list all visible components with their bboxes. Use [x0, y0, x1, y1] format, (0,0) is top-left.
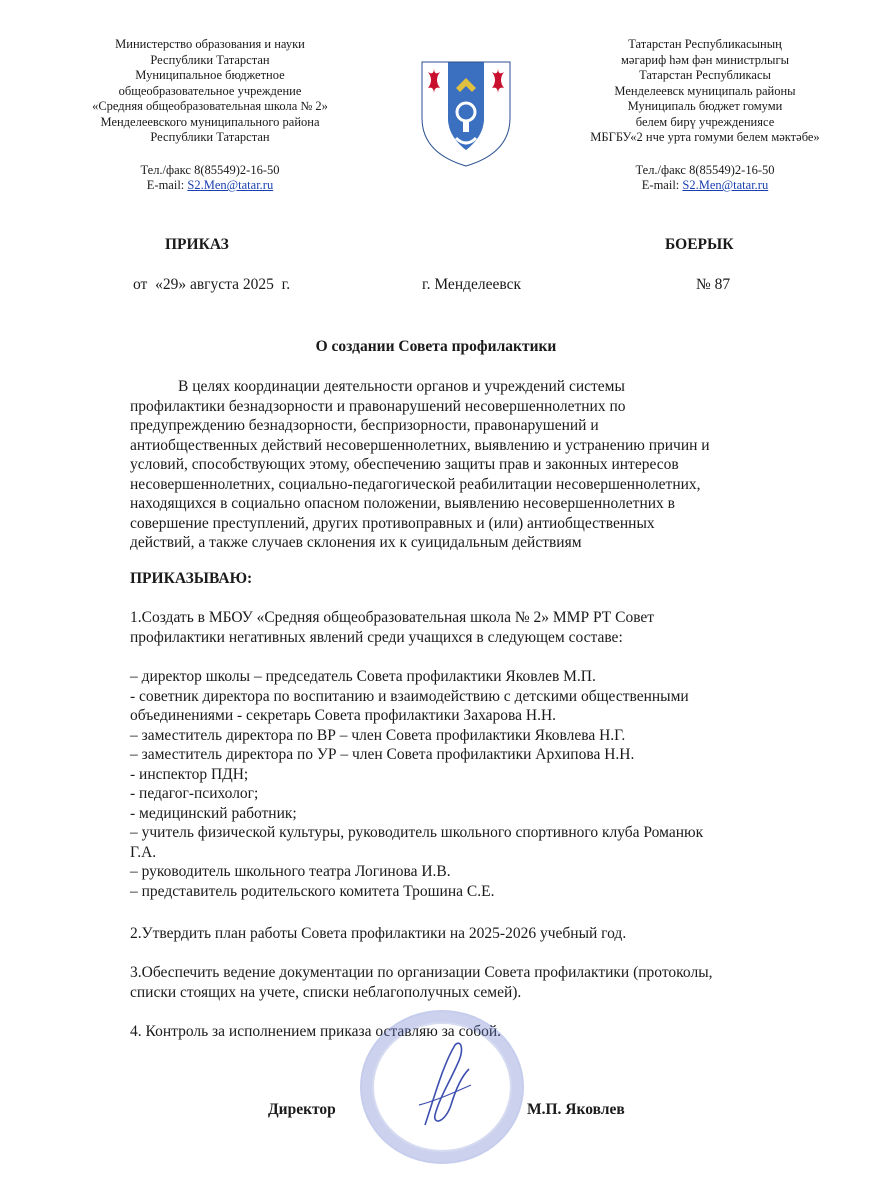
- header-right-line: мәгариф һәм фән министрлыгы: [621, 52, 789, 67]
- member-line: – представитель родительского комитета Трошина С.Е.: [130, 882, 495, 900]
- item-3: [130, 963, 770, 1002]
- header-right-phone: Тел./факс 8(85549)2-16-50: [635, 162, 775, 177]
- member-line: - инспектор ПДН;: [130, 765, 249, 783]
- email-label: E-mail:: [146, 178, 188, 192]
- preamble-line: находящихся в социально опасном положении, выявлению несовершеннолетних в: [130, 495, 675, 512]
- order-title-ru: ПРИКАЗ: [165, 236, 229, 253]
- email-link[interactable]: S2.Men@tatar.ru: [682, 178, 769, 192]
- member-line: – учитель физической культуры, руководитель школьного спортивного клуба Романюк: [130, 824, 704, 841]
- header-left-line: Республики Татарстан: [150, 130, 270, 144]
- coat-of-arms-icon: [418, 58, 514, 168]
- header-right-line: белем бирү учреждениясе: [635, 114, 775, 129]
- header-right: [560, 37, 850, 194]
- header-left-line: общеобразовательное учреждение: [118, 83, 302, 98]
- header-left-line: «Средняя общеобразовательная школа № 2»: [92, 99, 328, 113]
- preamble-line: действий, а также случаев склонения их к суицидальным действиям: [130, 534, 582, 551]
- preamble-line: совершение преступлений, других противоправных и (или) антиобщественных: [130, 514, 655, 532]
- header-left-phone: Тел./факс 8(85549)2-16-50: [140, 162, 280, 177]
- member-line: – руководитель школьного театра Логинова И.В.: [130, 863, 451, 880]
- member-line: – заместитель директора по ВР – член Совета профилактики Яковлева Н.Г.: [130, 726, 626, 744]
- preamble-line: В целях координации деятельности органов и учреждений системы: [178, 378, 625, 395]
- header-left-email-row: [60, 178, 360, 194]
- member-line: - советник директора по воспитанию и взаимодействию с детскими общественными: [130, 687, 689, 705]
- preamble-line: несовершеннолетних, социально-педагогической реабилитации несовершеннолетних,: [130, 475, 701, 493]
- item-3-line: 3.Обеспечить ведение документации по организации Совета профилактики (протоколы,: [130, 964, 713, 981]
- email-label: E-mail:: [641, 178, 683, 192]
- member-line: объединениями - секретарь Совета профилактики Захарова Н.Н.: [130, 707, 557, 724]
- member-line: - педагог-психолог;: [130, 785, 259, 802]
- preamble-line: антиобщественных действий несовершеннолетних, выявлению и устранению причин и: [130, 436, 710, 454]
- command-heading: ПРИКАЗЫВАЮ:: [130, 570, 253, 587]
- email-link[interactable]: S2.Men@tatar.ru: [187, 178, 274, 192]
- header-right-email-row: [560, 178, 850, 194]
- order-title-tt: БОЕРЫК: [665, 236, 734, 253]
- members-list: [130, 667, 770, 901]
- item-2: 2.Утвердить план работы Совета профилактики на 2025-2026 учебный год.: [130, 925, 627, 942]
- header-right-line: Менделеевск муниципаль районы: [614, 83, 796, 98]
- header-left-line: Менделеевского муниципального района: [100, 114, 320, 129]
- header-right-line: Татарстан Республикасы: [639, 68, 771, 82]
- header-left-line: Муниципальное бюджетное: [135, 68, 285, 82]
- header-left-line: Министерство образования и науки: [115, 37, 305, 51]
- signature-role: Директор: [268, 1101, 336, 1118]
- item-3-line: списки стоящих на учете, списки неблагополучных семей).: [130, 983, 522, 1001]
- preamble-line: профилактики безнадзорности и правонарушений несовершеннолетних по: [130, 397, 626, 415]
- header-right-line: МБГБУ«2 нче урта гомуми белем мәктәбе»: [590, 130, 820, 144]
- header-right-line: Муниципаль бюджет гомуми: [627, 99, 783, 113]
- coat-of-arms-emblem: [418, 58, 514, 168]
- item-1-line: 1.Создать в МБОУ «Средняя общеобразовательная школа № 2» ММР РТ Совет: [130, 609, 655, 626]
- item-1: [130, 608, 770, 647]
- item-1-line: профилактики негативных явлений среди учащихся в следующем составе:: [130, 628, 623, 646]
- member-line: - медицинский работник;: [130, 804, 297, 822]
- preamble-line: условий, способствующих этому, обеспечению защиты прав и законных интересов: [130, 456, 679, 473]
- signature-name: М.П. Яковлев: [527, 1101, 625, 1118]
- order-subject: О создании Совета профилактики: [315, 338, 557, 355]
- preamble: [130, 377, 770, 553]
- header-left-line: Республики Татарстан: [150, 52, 270, 67]
- header-right-line: Татарстан Республикасының: [628, 37, 782, 51]
- order-city: г. Менделеевск: [422, 276, 522, 293]
- handwritten-signature: [405, 1035, 485, 1135]
- member-line: Г.А.: [130, 843, 157, 861]
- item-4: 4. Контроль за исполнением приказа оставляю за собой.: [130, 1023, 502, 1040]
- order-date: от «29» августа 2025 г.: [133, 276, 291, 293]
- header-left: [60, 37, 360, 194]
- order-number: № 87: [696, 276, 731, 293]
- preamble-line: предупреждению безнадзорности, беспризорности, правонарушений и: [130, 417, 599, 434]
- member-line: – заместитель директора по УР – член Совета профилактики Архипова Н.Н.: [130, 746, 635, 763]
- member-line: – директор школы – председатель Совета профилактики Яковлев М.П.: [130, 668, 596, 685]
